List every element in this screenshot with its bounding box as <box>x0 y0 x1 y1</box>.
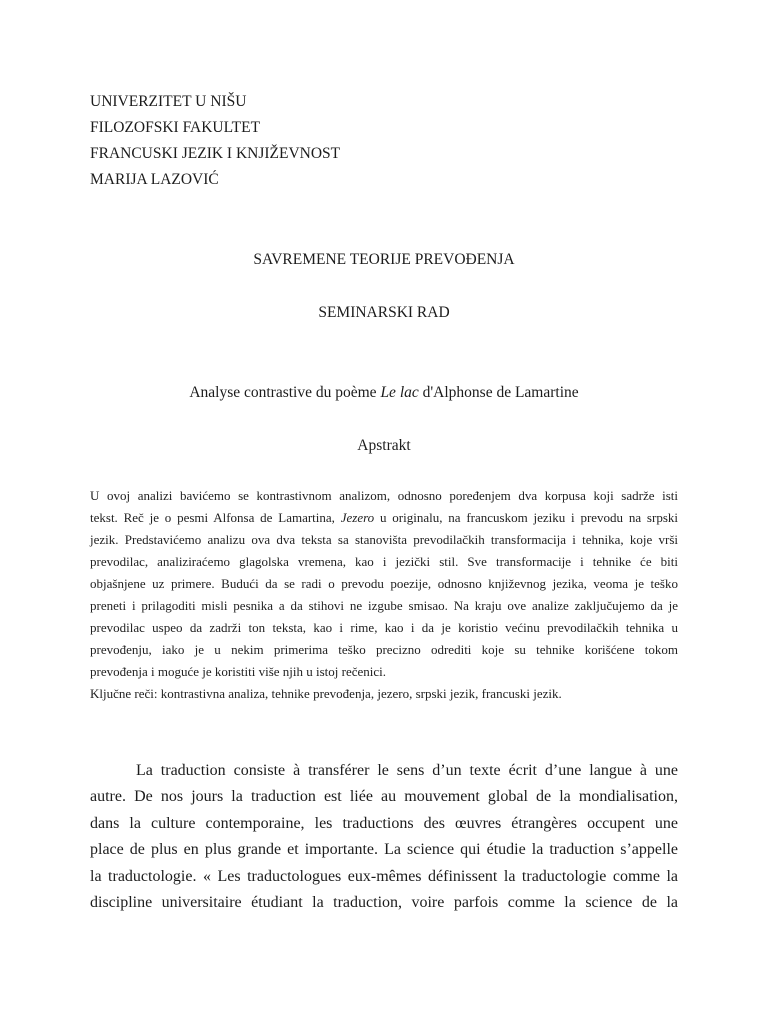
abstract-line <box>90 507 678 529</box>
abstract-paragraph <box>90 485 678 705</box>
paper-type: SEMINARSKI RAD <box>318 304 450 321</box>
abstract-line: prevođenju, iako je u nekim primerima teško precizno odrediti koje su tehnike korišćene tokom <box>90 642 678 657</box>
abstract-line: U ovoj analizi bavićemo se kontrastivnom analizom, odnosno poređenjem dva korpusa koji sadrže isti <box>90 488 678 503</box>
poem-title: Le lac <box>380 384 419 401</box>
keywords-line: Ključne reči: kontrastivna analiza, tehnike prevođenja, jezero, srpski jezik, francuski jezik. <box>90 686 562 701</box>
body-line: discipline universitaire étudiant la traduction, voire parfois comme la science de la <box>90 894 678 912</box>
abstract-line-after: u originalu, na francuskom jeziku i prevodu na srpski <box>374 510 678 525</box>
abstract-line: jezik. Predstavićemo analizu ova dva teksta sa stanovišta prevodilačkih transformacija i tehnika, koje vrši <box>90 532 678 547</box>
body-line: dans la culture contemporaine, les traductions des œuvres étrangères occupent une <box>90 814 678 832</box>
course-title: SAVREMENE TEORIJE PREVOĐENJA <box>253 251 515 268</box>
university-line: UNIVERZITET U NIŠU <box>90 93 247 110</box>
faculty-line: FILOZOFSKI FAKULTET <box>90 119 261 136</box>
author-name: MARIJA LAZOVIĆ <box>90 171 219 188</box>
body-line: La traduction consiste à transférer le sens d’un texte écrit d’une langue à une <box>136 762 678 779</box>
abstract-line-before: tekst. Reč je o pesmi Alfonsa de Lamartina, <box>90 510 341 525</box>
abstract-line: prevodilac, analiziraćemo glagolska vremena, kao i jezički stil. Sve transformacije i tehnike će biti <box>90 554 678 569</box>
body-line: place de plus en plus grande et importante. La science qui étudie la traduction s’appelle <box>90 841 678 859</box>
body-line: la traductologie. « Les traductologues eux-mêmes définissent la traductologie comme la <box>90 867 678 885</box>
poem-title-serbian: Jezero <box>340 510 375 525</box>
paper-title <box>0 380 768 406</box>
abstract-line: prevodilac uspeo da zadrži ton teksta, kao i rime, kao i da je koristio većinu prevodilačkih tehnika u <box>90 620 678 635</box>
abstract-line: prevođenja i moguće je koristiti više njih u istoj rečenici. <box>90 664 387 679</box>
abstract-line: preneti i prilagoditi misli pesnika a da stihovi ne izgube smisao. Na kraju ove analize zaključujemo da je <box>90 598 678 613</box>
abstract-heading: Apstrakt <box>357 437 411 454</box>
body-paragraph <box>90 758 678 916</box>
author-header <box>90 89 340 193</box>
paper-title-before: Analyse contrastive du poème <box>189 384 381 401</box>
department-line: FRANCUSKI JEZIK I KNJIŽEVNOST <box>90 145 341 162</box>
abstract-line: objašnjene uz primere. Budući da se radi o prevodu poezije, odnosno književnog jezika, veoma je teško <box>90 576 678 591</box>
body-line: autre. De nos jours la traduction est liée au mouvement global de la mondialisation, <box>90 788 678 806</box>
paper-title-after: d'Alphonse de Lamartine <box>418 384 579 401</box>
